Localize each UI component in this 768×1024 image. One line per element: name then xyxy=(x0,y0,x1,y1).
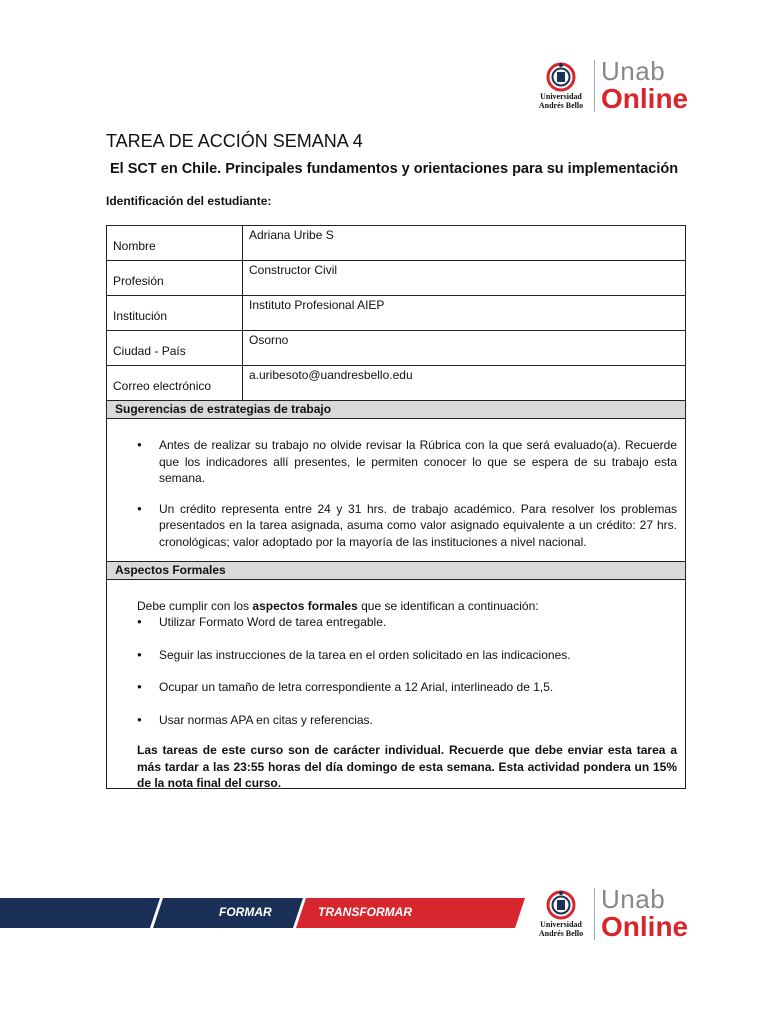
list-item: ● Un crédito representa entre 24 y 31 hrs. de trabajo académico. Para resolver los problemas presentados en la tarea asignada, asuma como valor asignado equivalente a un crédito: 27 hrs. cronológicas; valor adoptado por la mayoría de las instituciones a nivel nacional. xyxy=(107,501,685,551)
unab-online-logo-footer xyxy=(532,886,688,941)
field-label: Profesión xyxy=(107,261,243,296)
university-name-line2: Andrés Bello xyxy=(538,928,584,938)
seal-icon xyxy=(546,890,576,920)
university-seal xyxy=(532,62,590,110)
identification-table xyxy=(106,225,686,401)
intro-text-end: que se identifican a continuación: xyxy=(357,599,539,613)
field-label: Nombre xyxy=(107,226,243,261)
table-row xyxy=(107,366,686,401)
suggestions-box xyxy=(106,400,686,562)
logo-divider xyxy=(594,60,595,112)
unab-online-logo xyxy=(532,58,688,113)
list-item: ● Utilizar Formato Word de tarea entregable. xyxy=(107,614,685,631)
field-value: a.uribesoto@uandresbello.edu xyxy=(243,366,686,401)
field-value: Osorno xyxy=(243,331,686,366)
field-value: Constructor Civil xyxy=(243,261,686,296)
list-item: ● Antes de realizar su trabajo no olvide revisar la Rúbrica con la que será evaluado(a). Recuerde que los indicadores allí presentes, le permiten conocer lo que se espera de su trabajo esta semana. xyxy=(107,437,685,487)
list-item: ● Usar normas APA en citas y referencias. xyxy=(107,712,685,729)
seal-icon xyxy=(546,62,576,92)
footer-transformar: TRANSFORMAR xyxy=(318,905,412,919)
footer-formar: FORMAR xyxy=(219,905,272,919)
formal-aspects-box xyxy=(106,561,686,789)
university-seal xyxy=(532,890,590,938)
university-name-line1: Universidad xyxy=(540,919,582,929)
table-row xyxy=(107,226,686,261)
university-name-line1: Universidad xyxy=(540,91,582,101)
logo-divider xyxy=(594,888,595,940)
field-label: Institución xyxy=(107,296,243,331)
field-value: Adriana Uribe S xyxy=(243,226,686,261)
field-value: Instituto Profesional AIEP xyxy=(243,296,686,331)
brand-online: Online xyxy=(601,83,689,114)
table-row xyxy=(107,296,686,331)
brand-unab: Unab xyxy=(601,884,666,914)
formal-note: Las tareas de este curso son de carácter individual. Recuerde que debe enviar esta tarea a más tardar a las 23:55 horas del día domingo de esta semana. Esta actividad pondera un 15% de la nota final del curso. xyxy=(137,743,677,790)
identification-label: Identificación del estudiante: xyxy=(106,194,272,208)
list-item: ● Ocupar un tamaño de letra correspondiente a 12 Arial, interlineado de 1,5. xyxy=(107,679,685,696)
page-subtitle: El SCT en Chile. Principales fundamentos y orientaciones para su implementación xyxy=(110,161,679,177)
brand-online: Online xyxy=(601,911,689,942)
formal-aspects-heading: Aspectos Formales xyxy=(107,562,685,580)
intro-bold-text: aspectos formales xyxy=(252,599,358,613)
intro-text: Debe cumplir con los xyxy=(137,599,253,613)
field-label: Ciudad - País xyxy=(107,331,243,366)
page-title: TAREA DE ACCIÓN SEMANA 4 xyxy=(106,131,363,151)
table-row xyxy=(107,331,686,366)
field-label: Correo electrónico xyxy=(107,366,243,401)
brand-unab: Unab xyxy=(601,56,666,86)
table-row xyxy=(107,261,686,296)
university-name-line2: Andrés Bello xyxy=(538,100,584,110)
list-item: ● Seguir las instrucciones de la tarea en el orden solicitado en las indicaciones. xyxy=(107,647,685,664)
suggestions-heading: Sugerencias de estrategias de trabajo xyxy=(107,401,685,419)
formal-intro xyxy=(107,598,685,614)
